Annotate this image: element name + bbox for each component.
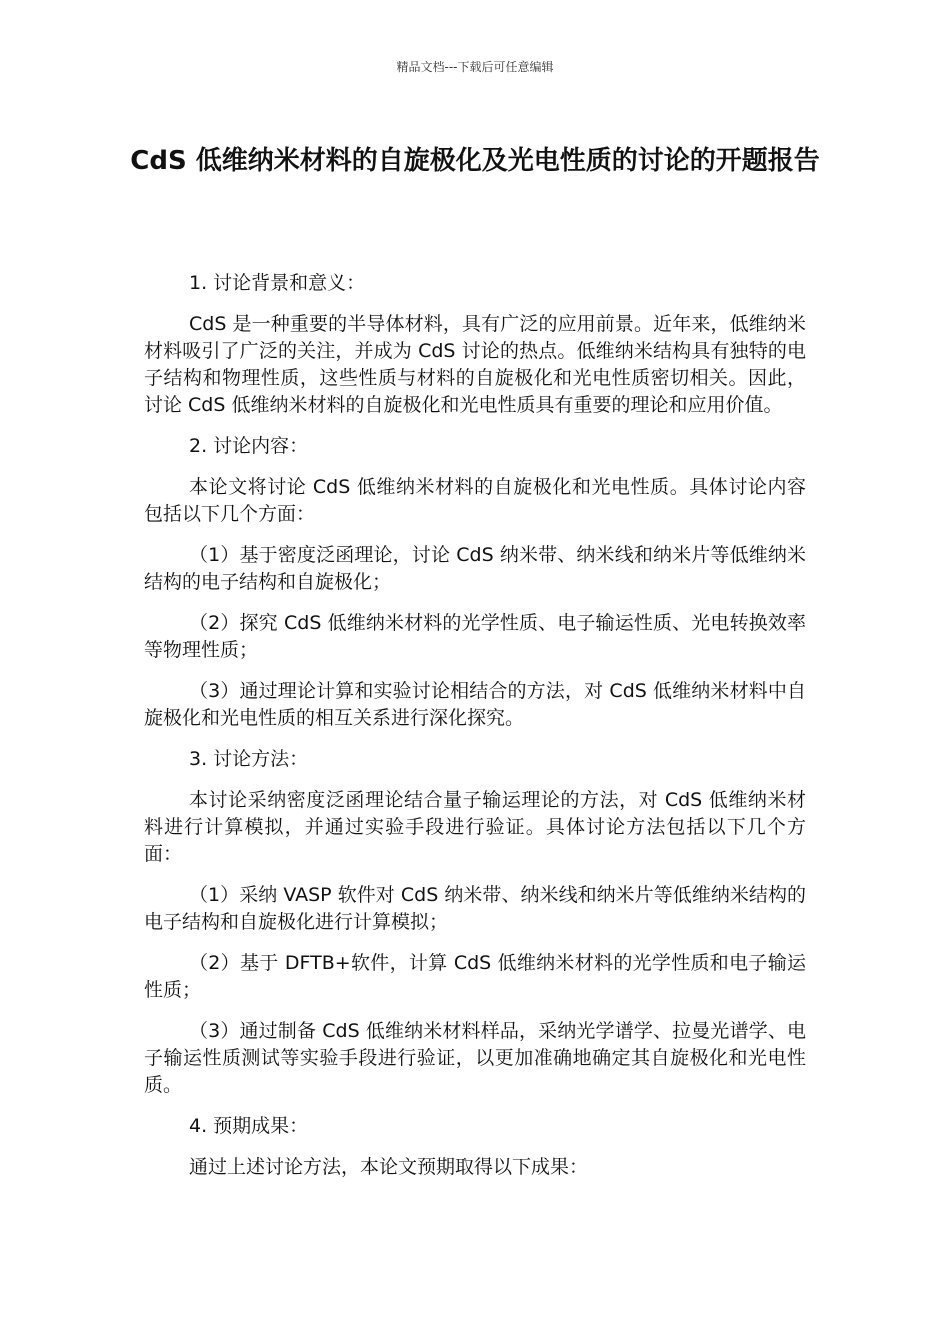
method-item-2: （2）基于 DFTB+软件，计算 CdS 低维纳米材料的光学性质和电子输运性质； bbox=[144, 952, 806, 1001]
document-title: CdS 低维纳米材料的自旋极化及光电性质的讨论的开题报告 bbox=[130, 146, 820, 176]
paragraph-content-intro: 本论文将讨论 CdS 低维纳米材料的自旋极化和光电性质。具体讨论内容包括以下几个方面： bbox=[144, 476, 806, 525]
section-heading-results: 4. 预期成果： bbox=[189, 1115, 309, 1137]
paragraph-results-intro: 通过上述讨论方法，本论文预期取得以下成果： bbox=[189, 1156, 589, 1178]
method-item-3: （3）通过制备 CdS 低维纳米材料样品，采纳光学谱学、拉曼光谱学、电子输运性质测试等实验手段进行验证，以更加准确地确定其自旋极化和光电性质。 bbox=[144, 1020, 806, 1096]
page-header-note: 精品文档---下载后可任意编辑 bbox=[396, 60, 554, 74]
method-item-1: （1）采纳 VASP 软件对 CdS 纳米带、纳米线和纳米片等低维纳米结构的电子结构和自旋极化进行计算模拟； bbox=[144, 884, 806, 933]
content-item-1: （1）基于密度泛函理论，讨论 CdS 纳米带、纳米线和纳米片等低维纳米结构的电子结构和自旋极化； bbox=[144, 544, 806, 593]
section-heading-content: 2. 讨论内容： bbox=[189, 435, 309, 457]
document-body bbox=[144, 270, 806, 1195]
section-heading-background: 1. 讨论背景和意义： bbox=[189, 272, 366, 294]
paragraph-methods-intro: 本讨论采纳密度泛函理论结合量子输运理论的方法，对 CdS 低维纳米材料进行计算模拟，并通过实验手段进行验证。具体讨论方法包括以下几个方面： bbox=[144, 789, 806, 865]
content-item-3: （3）通过理论计算和实验讨论相结合的方法，对 CdS 低维纳米材料中自旋极化和光电性质的相互关系进行深化探究。 bbox=[144, 680, 806, 729]
section-heading-methods: 3. 讨论方法： bbox=[189, 748, 309, 770]
content-item-2: （2）探究 CdS 低维纳米材料的光学性质、电子输运性质、光电转换效率等物理性质； bbox=[144, 612, 806, 661]
paragraph-background: CdS 是一种重要的半导体材料，具有广泛的应用前景。近年来，低维纳米材料吸引了广泛的关注，并成为 CdS 讨论的热点。低维纳米结构具有独特的电子结构和物理性质，这些性质与材料的自旋极化和光电性质密切相关。因此，讨论 CdS 低维纳米材料的自旋极化和光电性质具有重要的理论和应用价值。 bbox=[144, 313, 806, 416]
